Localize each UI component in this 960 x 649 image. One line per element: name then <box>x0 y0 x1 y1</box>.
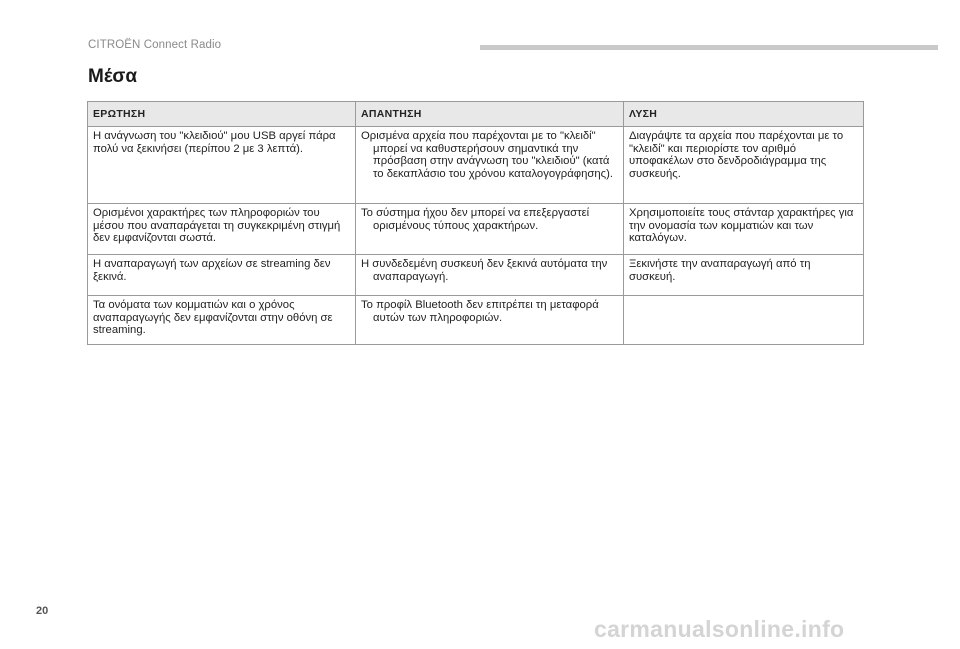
table-header-row <box>88 102 864 127</box>
solution-cell: Ξεκινήστε την αναπαραγωγή από τη συσκευή. <box>624 255 864 296</box>
column-header-solution: ΛΥΣΗ <box>624 102 864 127</box>
answer-cell <box>356 255 624 296</box>
answer-cell <box>356 204 624 255</box>
question-cell: Η ανάγνωση του "κλειδιού" μου USB αργεί πάρα πολύ να ξεκινήσει (περίπου 2 με 3 λεπτά). <box>88 127 356 204</box>
answer-text: Το σύστημα ήχου δεν μπορεί να επεξεργαστεί ορισμένους τύπους χαρακτήρων. <box>361 207 590 232</box>
column-header-question: ΕΡΩΤΗΣΗ <box>88 102 356 127</box>
question-cell: Ορισμένοι χαρακτήρες των πληροφοριών του μέσου που αναπαράγεται τη συγκεκριμένη στιγμή δεν εμφανίζονται σωστά. <box>88 204 356 255</box>
answer-text: Το προφίλ Bluetooth δεν επιτρέπει τη μεταφορά αυτών των πληροφοριών. <box>361 299 599 324</box>
table-row <box>88 127 864 204</box>
header-divider-bar <box>480 45 938 50</box>
question-cell: Η αναπαραγωγή των αρχείων σε streaming δεν ξεκινά. <box>88 255 356 296</box>
answer-cell <box>356 127 624 204</box>
page-heading: Μέσα <box>88 66 138 87</box>
header-title: CITROËN Connect Radio <box>88 39 222 51</box>
column-header-answer: ΑΠΑΝΤΗΣΗ <box>356 102 624 127</box>
table-row <box>88 204 864 255</box>
table-row <box>88 296 864 345</box>
question-cell: Τα ονόματα των κομματιών και ο χρόνος αναπαραγωγής δεν εμφανίζονται στην οθόνη σε streaming. <box>88 296 356 345</box>
faq-table <box>87 101 864 345</box>
page-number: 20 <box>36 605 49 617</box>
solution-cell: Διαγράψτε τα αρχεία που παρέχονται με το "κλειδί" και περιορίστε τον αριθμό υποφακέλων στο δενδροδιάγραμμα της συσκευής. <box>624 127 864 204</box>
answer-text: Ορισμένα αρχεία που παρέχονται με το "κλειδί" μπορεί να καθυστερήσουν σημαντικά την πρόσβαση στην ανάγνωση του "κλειδιού" (κατά το δεκαπλάσιο του χρόνου καταλογογράφησης). <box>361 130 613 180</box>
answer-cell <box>356 296 624 345</box>
solution-cell <box>624 296 864 345</box>
watermark: carmanualsonline.info <box>594 616 845 642</box>
table-row <box>88 255 864 296</box>
answer-text: Η συνδεδεμένη συσκευή δεν ξεκινά αυτόματα την αναπαραγωγή. <box>361 258 608 283</box>
solution-cell: Χρησιμοποιείτε τους στάνταρ χαρακτήρες για την ονομασία των κομματιών και των καταλόγων. <box>624 204 864 255</box>
